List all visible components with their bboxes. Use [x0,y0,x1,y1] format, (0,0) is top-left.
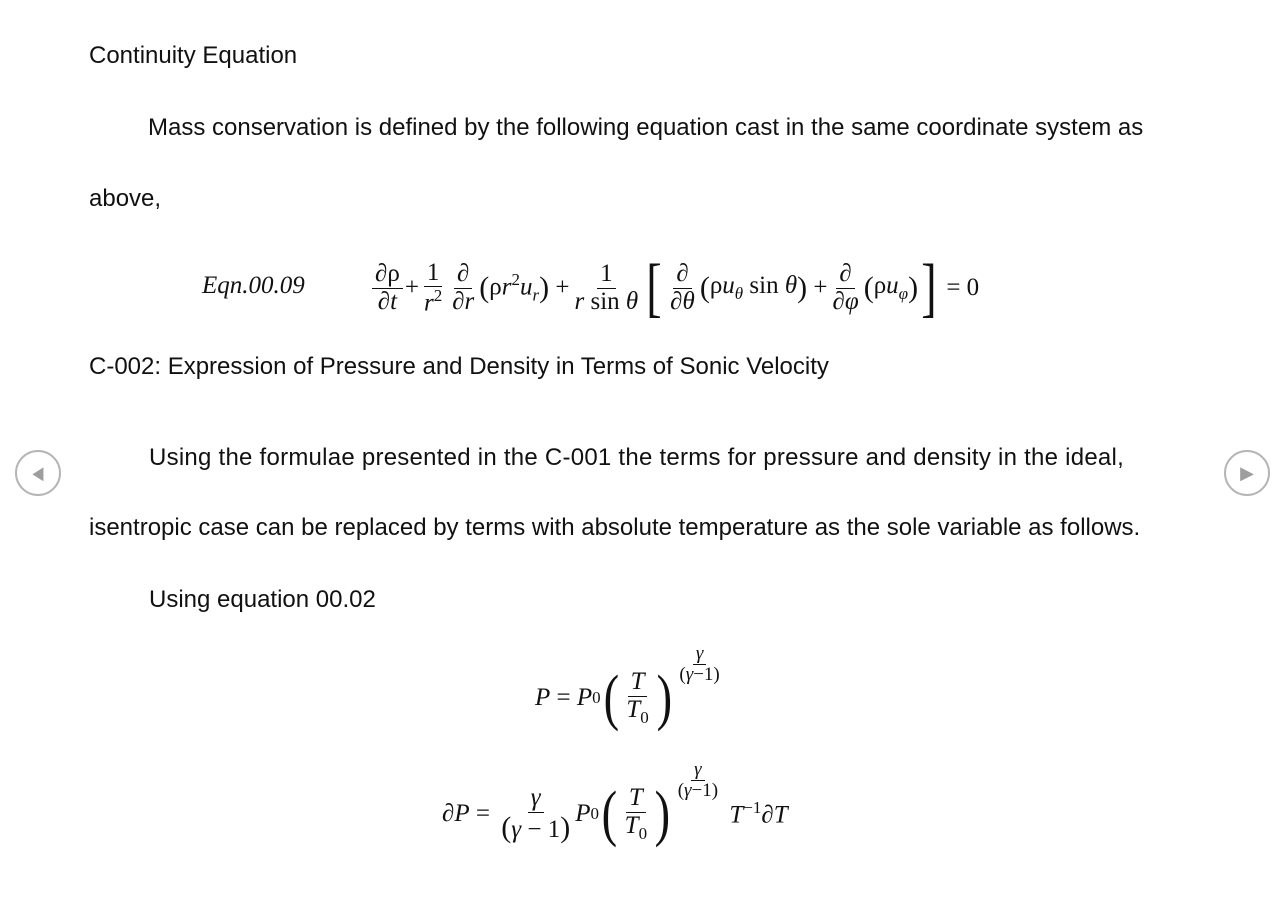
next-page-button[interactable] [1224,450,1270,496]
section-heading-c002: C-002: Expression of Pressure and Density in Terms of Sonic Velocity [89,353,829,380]
paragraph-mass-conservation-line2: above, [89,185,162,212]
equation-label: Eqn.00.09 [202,272,305,299]
equation-continuity: $\frac{\partial\rho}{\partial t}$ + $\frac{1}{r^2}$ $\frac{\partial}{\partial r}$ ( $\rho r^2u_r$ ) + $\frac{1}{\text{r sin θ}}$ [ $\frac{\partial}{\partial\theta}$ ( $\rho u_\theta$ sin θ ) + $\frac{\partial}{\partial\varphi}$ ( $\rho u_\varphi$ ) ] = 0 [370,250,979,326]
chevron-right-icon: ▶ [1240,463,1254,483]
paragraph-using-equation: Using equation 00.02 [149,586,376,613]
chevron-left-icon: ◀ [32,463,44,483]
equation-pressure: P = P 0 ( $\frac{T}{T_0}$ ) $\frac{\gamma}{(\gamma-1)}$ [535,642,720,732]
paragraph-mass-conservation-line1: Mass conservation is defined by the following equation cast in the same coordinate system as [148,114,1144,141]
previous-page-button[interactable] [15,450,61,496]
paragraph-formulae-line2: isentropic case can be replaced by terms with absolute temperature as the sole variable as follows. [89,514,1141,541]
section-heading-continuity: Continuity Equation [89,42,298,69]
equation-pressure-differential: ∂P = $\frac{\gamma}{(\gamma - 1)}$ P 0 ( $\frac{T}{T_0}$ ) $\frac{\gamma}{(\gamma-1)}$ $T^{-1}\partial T$ [442,758,788,848]
paragraph-formulae-line1: Using the formulae presented in the C-001 the terms for pressure and density in the ideal, [149,444,1125,471]
